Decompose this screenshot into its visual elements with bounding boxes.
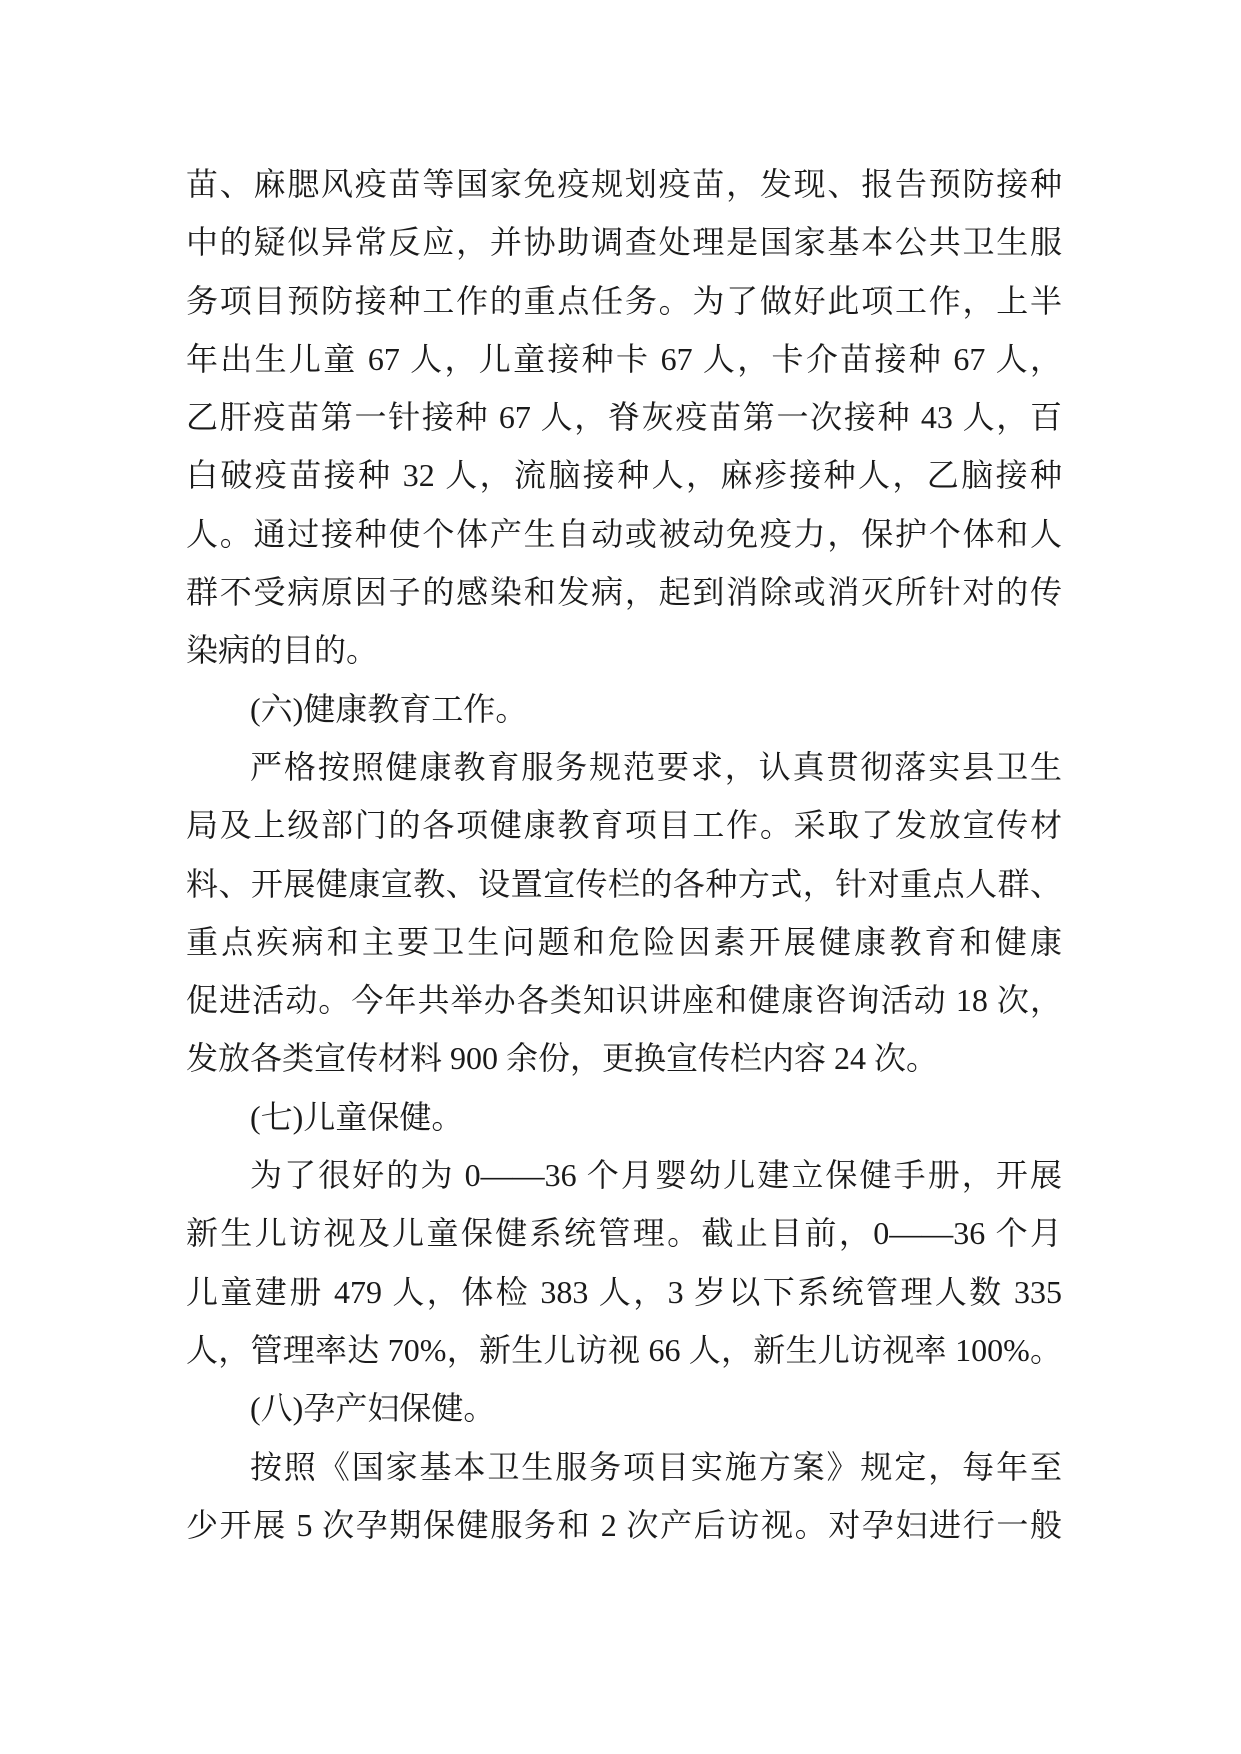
text-line: 人。通过接种使个体产生自动或被动免疫力，保护个体和人 [186,515,1062,552]
document-text-block [186,155,1062,1554]
text-line: 少开展 5 次孕期保健服务和 2 次产后访视。对孕妇进行一般 [186,1506,1062,1543]
text-line: 务项目预防接种工作的重点任务。为了做好此项工作，上半 [186,282,1062,319]
text-line: (六)健康教育工作。 [250,690,528,727]
text-line: 人，管理率达 70%，新生儿访视 66 人，新生儿访视率 100%。 [186,1331,1062,1368]
text-line: 发放各类宣传材料 900 余份，更换宣传栏内容 24 次。 [186,1040,939,1077]
text-line: 重点疾病和主要卫生问题和危险因素开展健康教育和健康 [186,923,1062,960]
text-line: 儿童建册 479 人，体检 383 人，3 岁以下系统管理人数 335 [186,1273,1062,1310]
text-line: 群不受病原因子的感染和发病，起到消除或消灭所针对的传 [186,574,1062,611]
text-line: 严格按照健康教育服务规范要求，认真贯彻落实县卫生 [250,748,1062,785]
text-line: (八)孕产妇保健。 [250,1390,496,1427]
text-line: 年出生儿童 67 人，儿童接种卡 67 人，卡介苗接种 67 人， [186,340,1062,377]
text-line: (七)儿童保健。 [250,1098,464,1135]
text-line: 促进活动。今年共举办各类知识讲座和健康咨询活动 18 次， [186,982,1062,1019]
text-line: 为了很好的为 0——36 个月婴幼儿建立保健手册，开展 [250,1157,1062,1194]
text-line: 白破疫苗接种 32 人，流脑接种人，麻疹接种人，乙脑接种 [186,457,1062,494]
text-line: 局及上级部门的各项健康教育项目工作。采取了发放宣传材 [186,807,1062,844]
text-line: 按照《国家基本卫生服务项目实施方案》规定，每年至 [250,1448,1062,1485]
text-line: 料、开展健康宣教、设置宣传栏的各种方式，针对重点人群、 [186,865,1062,902]
text-line: 染病的目的。 [186,632,379,669]
text-line: 乙肝疫苗第一针接种 67 人，脊灰疫苗第一次接种 43 人，百 [186,399,1062,436]
text-line: 中的疑似异常反应，并协助调查处理是国家基本公共卫生服 [186,224,1062,261]
text-line: 苗、麻腮风疫苗等国家免疫规划疫苗，发现、报告预防接种 [186,166,1062,202]
text-line: 新生儿访视及儿童保健系统管理。截止目前，0——36 个月 [186,1215,1062,1252]
